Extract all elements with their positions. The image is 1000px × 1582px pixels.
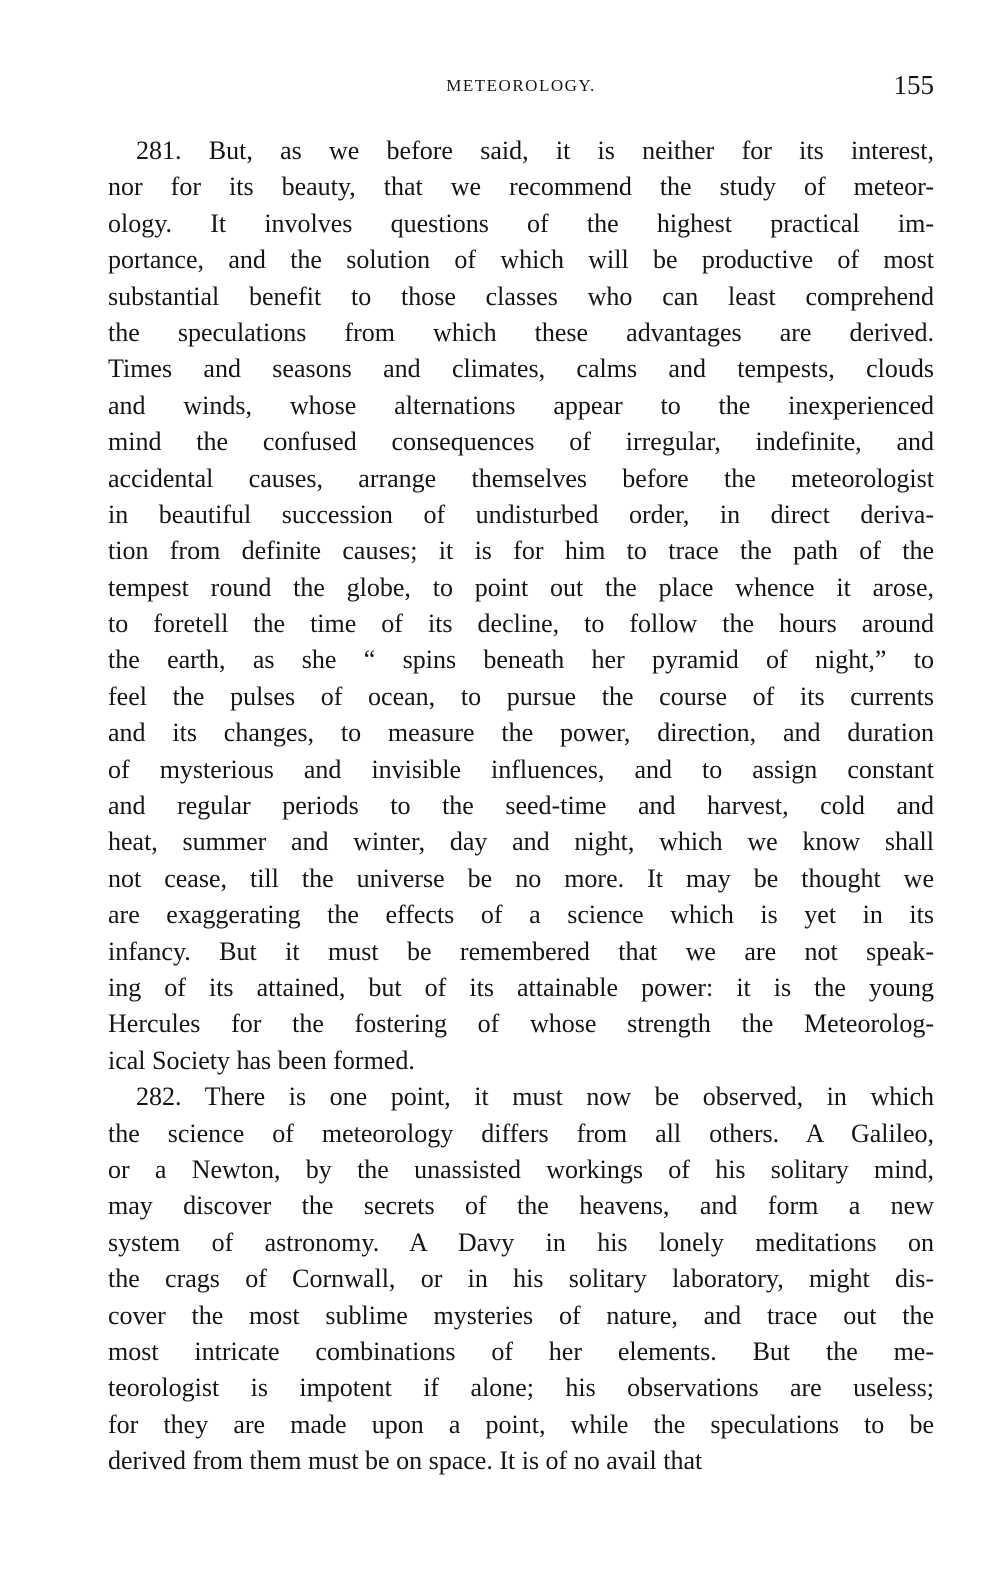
text-line: and its changes, to measure the power, direction, and duration	[108, 718, 934, 748]
text-line: tempest round the globe, to point out the place whence it arose,	[108, 572, 934, 602]
text-line: most intricate combinations of her elements. But the me-	[108, 1336, 934, 1366]
text-line: and winds, whose alternations appear to the inexperienced	[108, 390, 934, 420]
text-line: cover the most sublime mysteries of nature, and trace out the	[108, 1300, 934, 1330]
text-line: ing of its attained, but of its attainable power: it is the young	[108, 972, 934, 1002]
text-line: the science of meteorology differs from all others. A Galileo,	[108, 1118, 934, 1148]
text-line: of mysterious and invisible influences, and to assign constant	[108, 754, 934, 784]
text-line: or a Newton, by the unassisted workings of his solitary mind,	[108, 1154, 934, 1184]
text-line: 281. But, as we before said, it is neither for its interest,	[136, 136, 934, 165]
text-line: ology. It involves questions of the highest practical im-	[108, 208, 934, 238]
text-line: feel the pulses of ocean, to pursue the course of its currents	[108, 681, 934, 711]
paragraph-container	[108, 133, 934, 1479]
text-line: derived from them must be on space. It is of no avail that	[108, 1446, 703, 1476]
running-head: METEOROLOGY.	[446, 76, 596, 95]
text-line: accidental causes, arrange themselves before the meteorologist	[108, 463, 934, 493]
page-header	[108, 70, 934, 104]
text-line: for they are made upon a point, while the speculations to be	[108, 1409, 934, 1439]
text-line: the crags of Cornwall, or in his solitary laboratory, might dis-	[108, 1264, 934, 1294]
text-line: mind the confused consequences of irregular, indefinite, and	[108, 427, 934, 457]
text-line: nor for its beauty, that we recommend the study of meteor-	[108, 172, 934, 202]
text-line: the earth, as she “ spins beneath her pyramid of night,” to	[108, 645, 934, 675]
text-line: system of astronomy. A Davy in his lonely meditations on	[108, 1227, 934, 1257]
text-line: not cease, till the universe be no more. It may be thought we	[108, 863, 934, 893]
text-line: Times and seasons and climates, calms and tempests, clouds	[108, 354, 934, 384]
text-line: to foretell the time of its decline, to follow the hours around	[108, 609, 934, 639]
text-line: heat, summer and winter, day and night, which we know shall	[108, 827, 934, 857]
text-line: 282. There is one point, it must now be observed, in which	[136, 1082, 934, 1112]
body-text	[108, 133, 934, 1479]
paragraph-1	[108, 133, 934, 1079]
paragraph-2	[108, 1079, 934, 1479]
text-line: are exaggerating the effects of a science which is yet in its	[108, 900, 934, 930]
text-line: the speculations from which these advantages are derived.	[108, 317, 934, 347]
page-number: 155	[893, 70, 934, 100]
text-line: in beautiful succession of undisturbed order, in direct deriva-	[108, 499, 934, 529]
text-line: teorologist is impotent if alone; his observations are useless;	[108, 1373, 934, 1403]
text-line: may discover the secrets of the heavens, and form a new	[108, 1191, 934, 1221]
text-line: portance, and the solution of which will be productive of most	[108, 245, 934, 275]
text-line: substantial benefit to those classes who can least comprehend	[108, 281, 934, 311]
text-line: and regular periods to the seed-time and harvest, cold and	[108, 791, 934, 821]
text-line: tion from definite causes; it is for him to trace the path of the	[108, 536, 934, 566]
text-line: infancy. But it must be remembered that we are not speak-	[108, 936, 934, 966]
text-line: Hercules for the fostering of whose strength the Meteorolog-	[108, 1009, 934, 1039]
text-line: ical Society has been formed.	[108, 1045, 415, 1075]
